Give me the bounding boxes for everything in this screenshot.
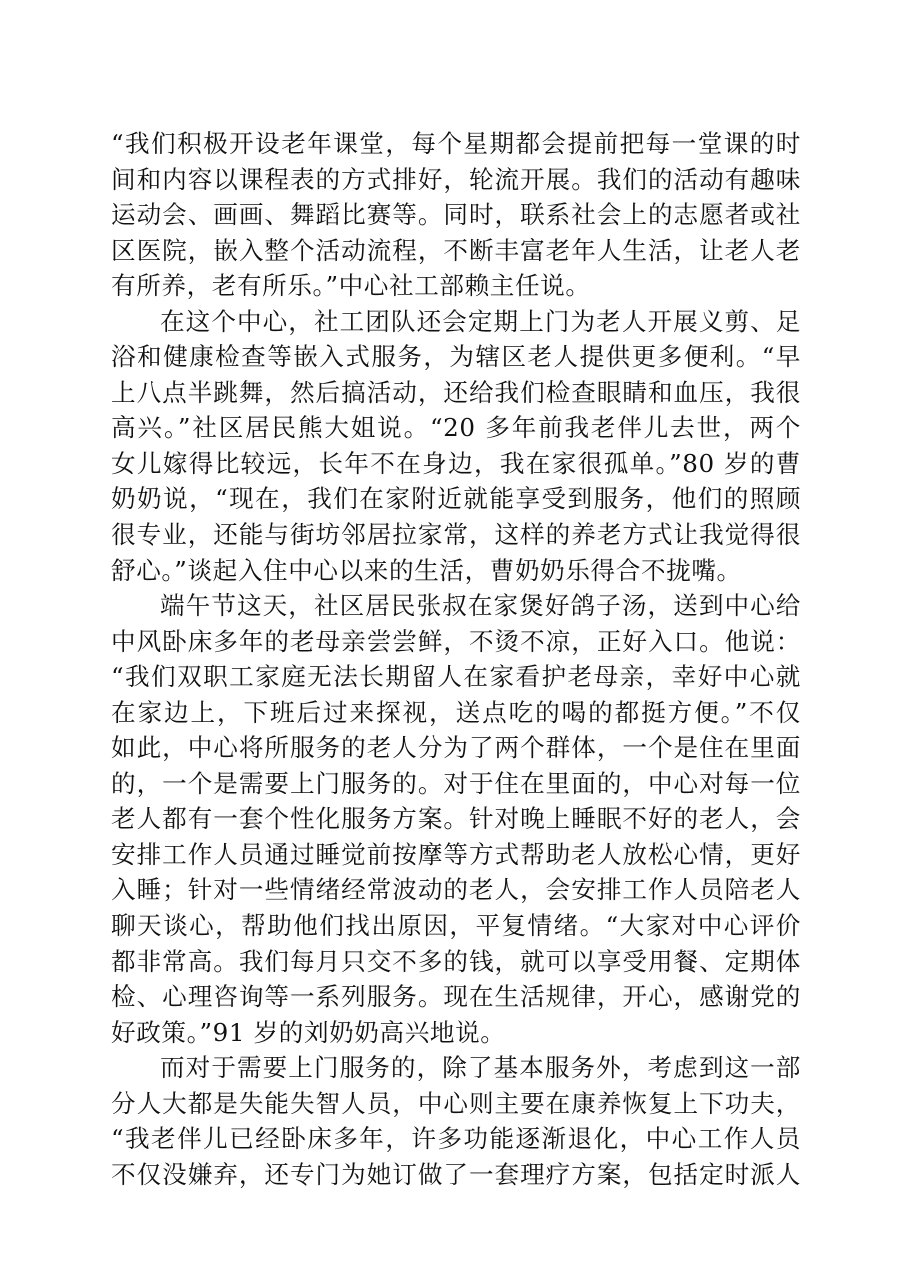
text-line: 在这个中心，社工团队还会定期上门为老人开展义剪、足 — [160, 306, 801, 336]
text-line: 中风卧床多年的老母亲尝尝鲜，不烫不凉，正好入口。他说： — [111, 626, 801, 656]
paragraph — [111, 126, 801, 304]
text-line: 浴和健康检查等嵌入式服务，为辖区老人提供更多便利。“早 — [111, 342, 801, 372]
text-line: 入睡；针对一些情绪经常波动的老人，会安排工作人员陪老人 — [111, 875, 801, 905]
text-line: 有所养，老有所乐。”中心社工部赖主任说。 — [111, 271, 591, 301]
text-line: 聊天谈心，帮助他们找出原因，平复情绪。“大家对中心评价 — [111, 911, 801, 941]
text-line: 在家边上，下班后过来探视，送点吃的喝的都挺方便。”不仅 — [111, 697, 801, 727]
paragraph — [111, 1050, 801, 1192]
text-line: 高兴。”社区居民熊大姐说。“20 多年前我老伴儿去世，两个 — [111, 413, 801, 443]
text-line: 女儿嫁得比较远，长年不在身边，我在家很孤单。”80 岁的曹 — [111, 448, 801, 478]
text-line: 很专业，还能与街坊邻居拉家常，这样的养老方式让我觉得很 — [111, 520, 801, 550]
text-line: 的，一个是需要上门服务的。对于住在里面的，中心对每一位 — [111, 768, 801, 798]
text-line: “我们积极开设老年课堂，每个星期都会提前把每一堂课的时 — [111, 129, 801, 158]
text-line: 如此，中心将所服务的老人分为了两个群体，一个是住在里面 — [111, 733, 801, 763]
text-line: 不仅没嫌弃，还专门为她订做了一套理疗方案，包括定时派人 — [111, 1159, 801, 1189]
text-line: 而对于需要上门服务的，除了基本服务外，考虑到这一部 — [160, 1053, 801, 1083]
text-line: 分人大都是失能失智人员，中心则主要在康养恢复上下功夫， — [111, 1088, 801, 1118]
text-line: 奶奶说，“现在，我们在家附近就能享受到服务，他们的照顾 — [111, 484, 801, 514]
text-line: 老人都有一套个性化服务方案。针对晚上睡眠不好的老人，会 — [111, 804, 801, 834]
paragraph — [111, 304, 801, 588]
text-line: “我们双职工家庭无法长期留人在家看护老母亲，幸好中心就 — [111, 662, 801, 692]
text-line: 好政策。”91 岁的刘奶奶高兴地说。 — [111, 1017, 506, 1047]
text-line: 安排工作人员通过睡觉前按摩等方式帮助老人放松心情，更好 — [111, 839, 801, 869]
article-body — [111, 126, 801, 1192]
text-line: 检、心理咨询等一系列服务。现在生活规律，开心，感谢党的 — [111, 982, 801, 1012]
text-line: “我老伴儿已经卧床多年，许多功能逐渐退化，中心工作人员 — [111, 1124, 801, 1154]
text-line: 都非常高。我们每月只交不多的钱，就可以享受用餐、定期体 — [111, 946, 801, 976]
text-line: 运动会、画画、舞蹈比赛等。同时，联系社会上的志愿者或社 — [111, 200, 801, 230]
text-line: 上八点半跳舞，然后搞活动，还给我们检查眼睛和血压，我很 — [111, 377, 801, 407]
paragraph — [111, 588, 801, 1050]
text-line: 端午节这天，社区居民张叔在家煲好鸽子汤，送到中心给 — [160, 591, 801, 621]
text-line: 区医院，嵌入整个活动流程，不断丰富老年人生活，让老人老 — [111, 235, 801, 265]
text-line: 舒心。”谈起入住中心以来的生活，曹奶奶乐得合不拢嘴。 — [111, 555, 742, 585]
text-line: 间和内容以课程表的方式排好，轮流开展。我们的活动有趣味 — [111, 164, 801, 194]
